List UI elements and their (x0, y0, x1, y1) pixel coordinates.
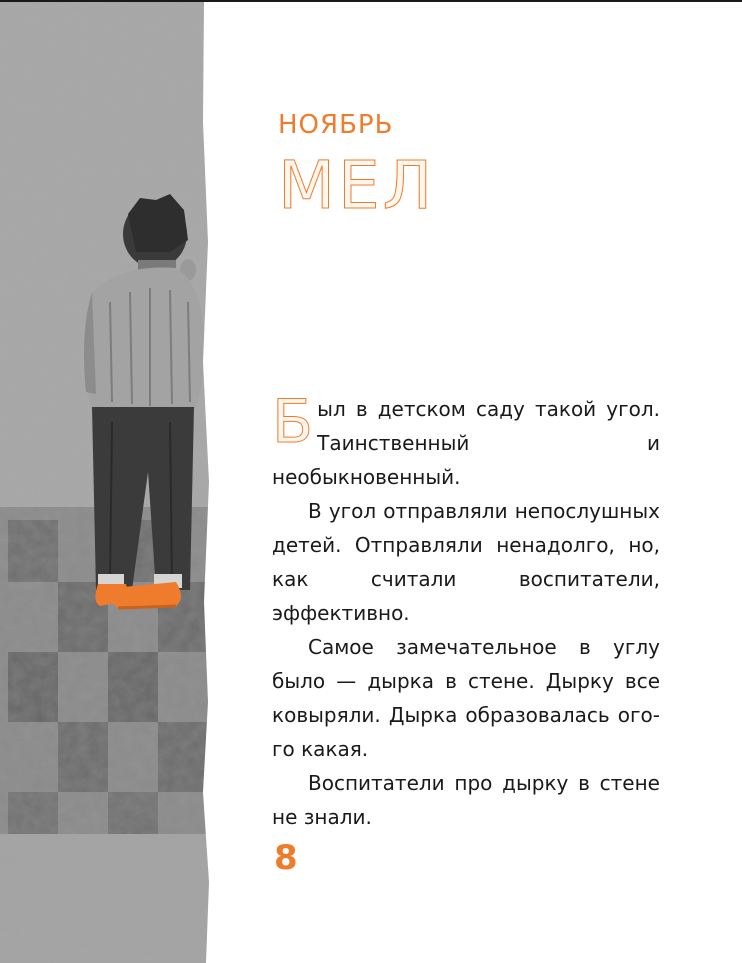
chapter-label: НОЯБРЬ (278, 110, 394, 140)
paragraph: Воспитатели про дырку в стене не знали. (272, 771, 660, 829)
paragraph: В угол отправляли непослушных детей. Отправляли ненадолго, но, как считали воспитатели, эффективно. (272, 499, 660, 625)
body-text (272, 387, 660, 834)
drop-cap: Б (272, 387, 314, 457)
page-number: 8 (274, 838, 298, 878)
paragraph: Самое замечательное в углу было — дырка в стене. Дырку все ковыряли. Дырка образовалась ого-го какая. (272, 635, 660, 761)
illustration-boy-in-corner (0, 2, 212, 963)
chapter-title: МЕЛ (278, 147, 436, 224)
paragraph (272, 387, 660, 494)
paragraph-text: ыл в детском саду такой угол. Таинственный и необыкновенный. (272, 397, 660, 489)
